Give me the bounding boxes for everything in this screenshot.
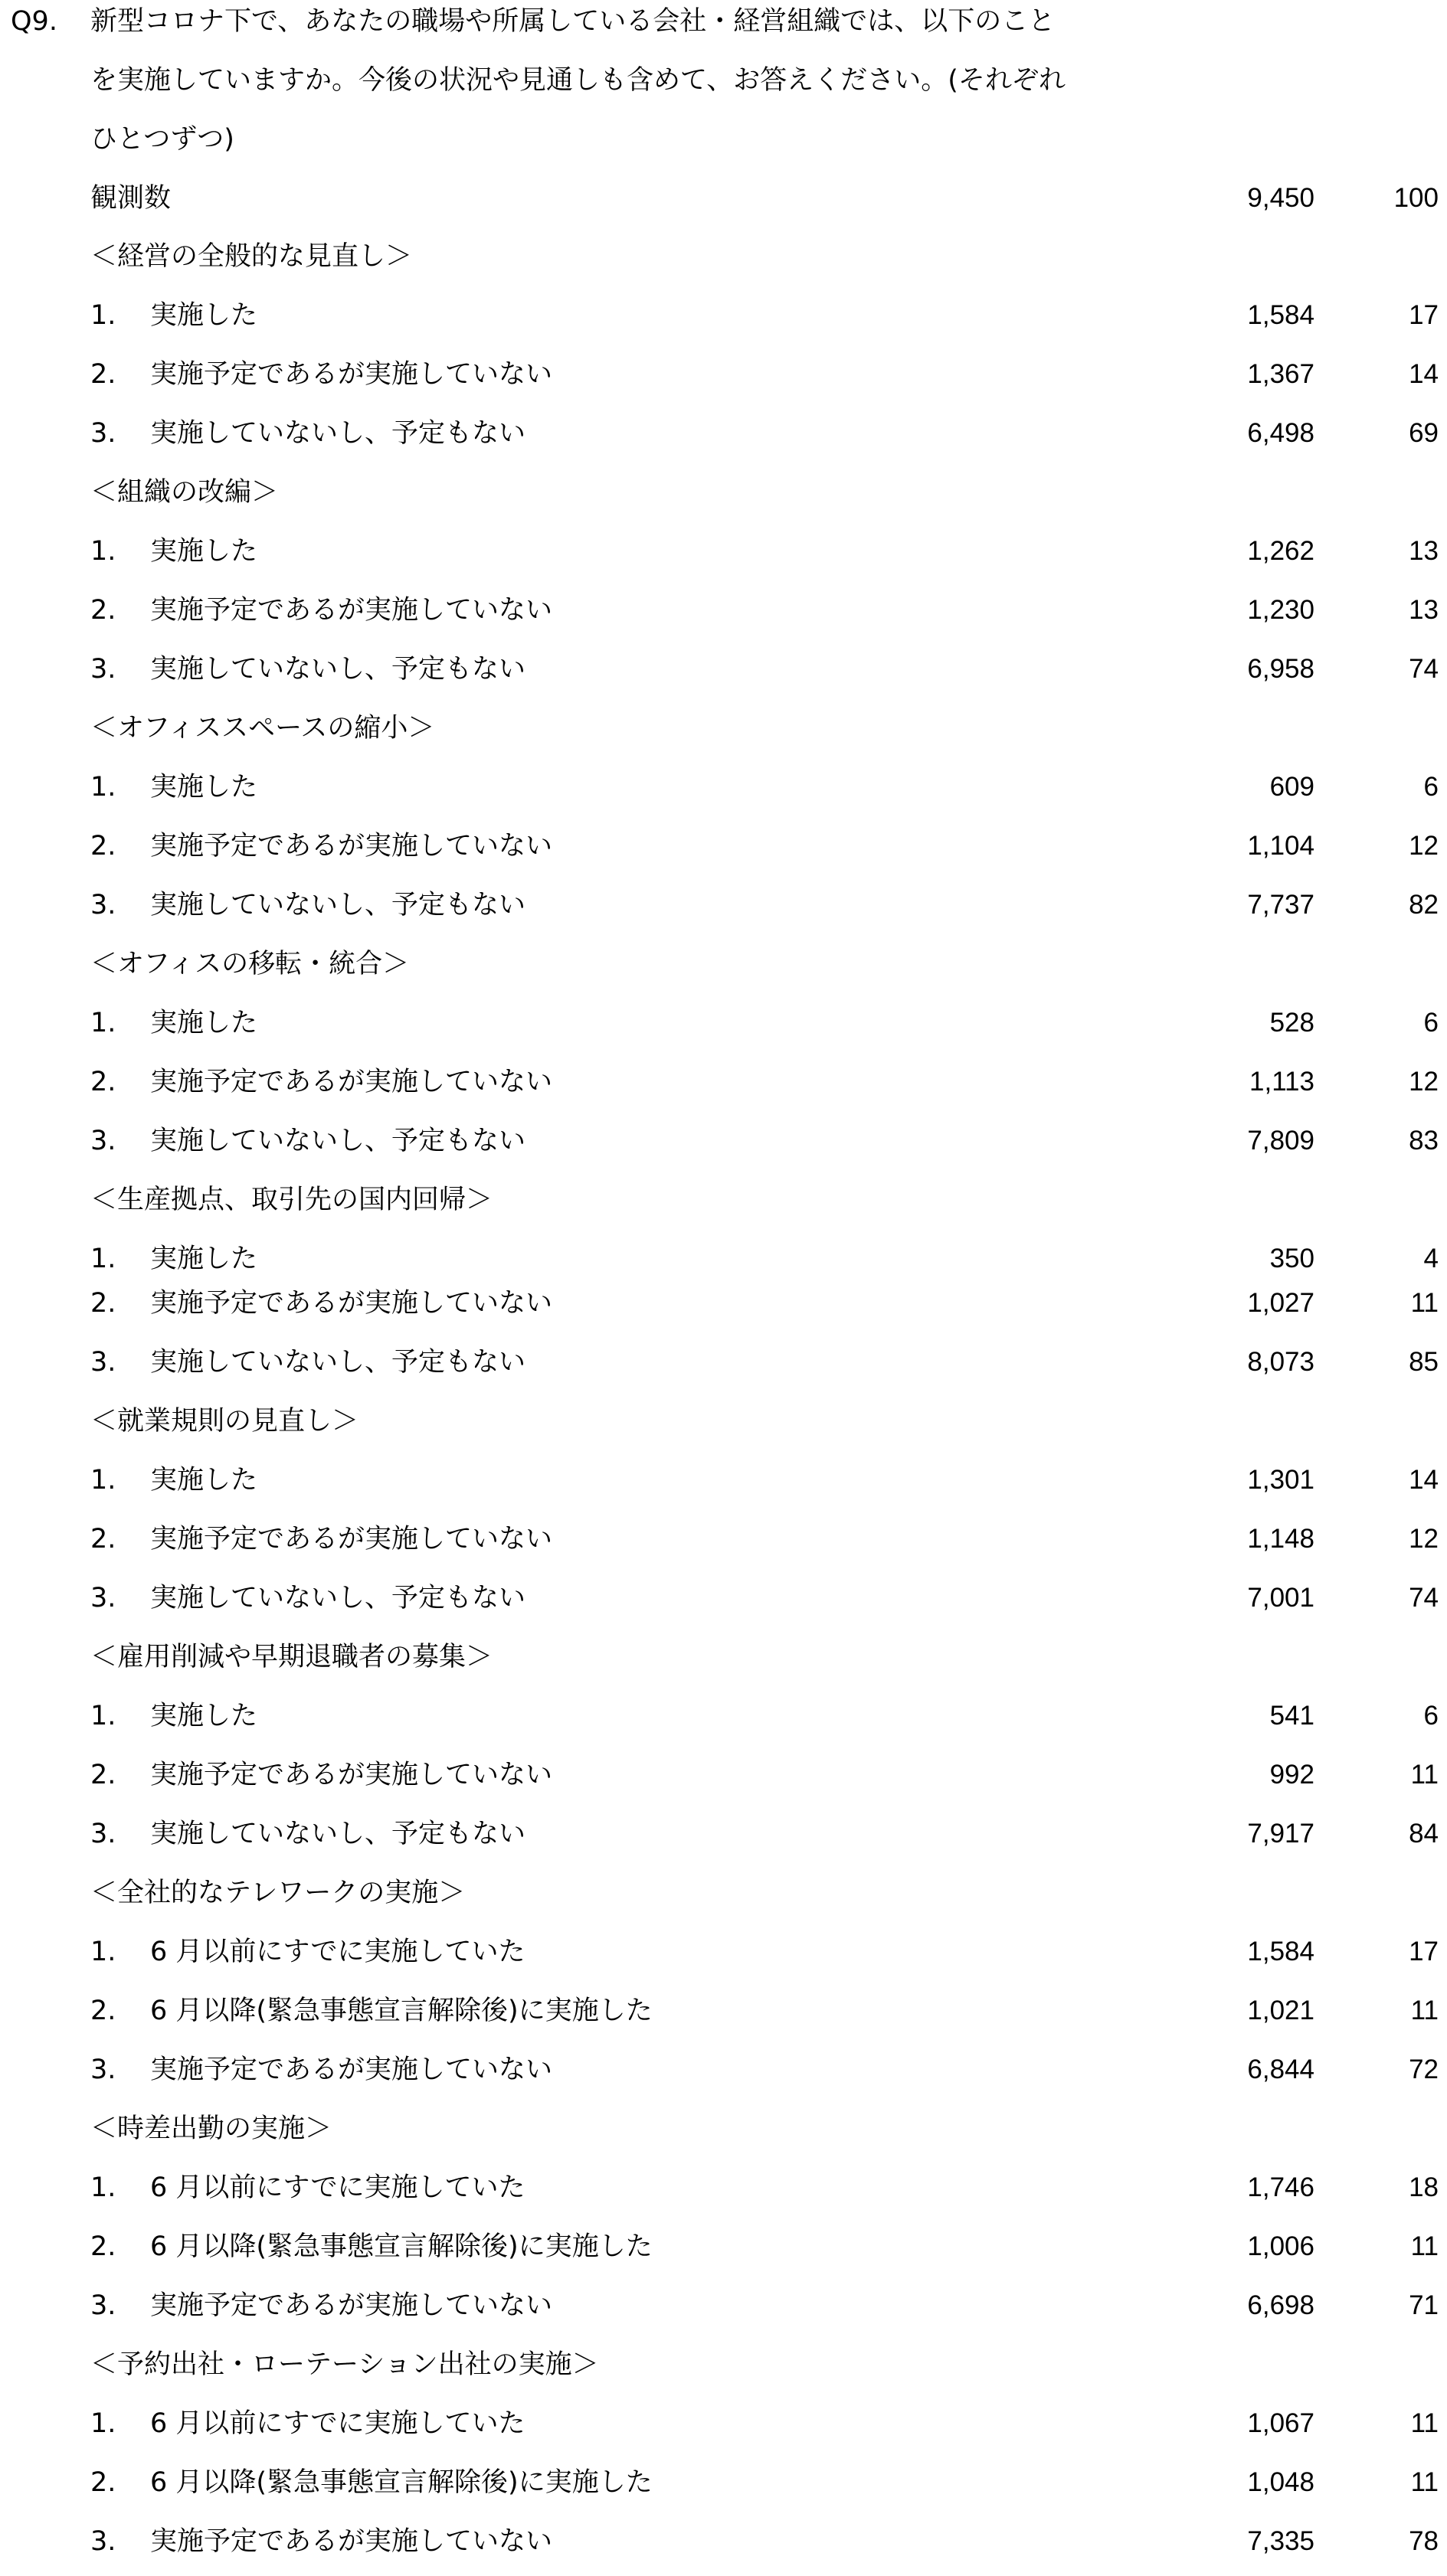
option-count: 7,809 xyxy=(1247,1126,1314,1156)
option-row xyxy=(0,2287,1447,2324)
option-number: 1. xyxy=(90,536,116,567)
option-number: 1. xyxy=(90,1465,116,1496)
option-row xyxy=(0,1462,1447,1499)
section-title-text: ＜組織の改編＞ xyxy=(90,477,279,508)
option-pct: 13 xyxy=(1409,536,1439,566)
option-label: 実施予定であるが実施していない xyxy=(150,1524,553,1554)
option-pct: 11 xyxy=(1410,1760,1439,1790)
option-row xyxy=(0,2523,1447,2560)
option-label: 6 月以降(緊急事態宣言解除後)に実施した xyxy=(150,2467,653,2498)
option-row xyxy=(0,592,1447,629)
option-row xyxy=(0,1005,1447,1041)
option-count: 541 xyxy=(1269,1701,1314,1731)
option-pct: 14 xyxy=(1409,1465,1439,1495)
option-count: 1,262 xyxy=(1247,536,1314,566)
section-title-text: ＜生産拠点、取引先の国内回帰＞ xyxy=(90,1185,493,1215)
option-count: 6,958 xyxy=(1247,654,1314,684)
option-row xyxy=(0,2405,1447,2442)
option-row xyxy=(0,1064,1447,1100)
option-count: 1,301 xyxy=(1247,1465,1314,1495)
option-number: 3. xyxy=(90,2290,116,2321)
option-count: 1,230 xyxy=(1247,595,1314,625)
option-count: 1,367 xyxy=(1247,359,1314,389)
option-label: 6 月以前にすでに実施していた xyxy=(150,1937,525,1967)
total-label: 観測数 xyxy=(90,183,172,214)
option-pct: 18 xyxy=(1409,2172,1439,2202)
section-title-text: ＜時差出勤の実施＞ xyxy=(90,2113,332,2144)
option-row xyxy=(0,1757,1447,1793)
option-pct: 82 xyxy=(1409,890,1439,920)
option-pct: 6 xyxy=(1423,772,1439,802)
option-label: 実施した xyxy=(150,300,258,331)
option-row xyxy=(0,2169,1447,2206)
option-number: 1. xyxy=(90,772,116,803)
option-row xyxy=(0,2464,1447,2501)
option-number: 3. xyxy=(90,1347,116,1378)
question-text-line-3: ひとつずつ) xyxy=(90,124,234,155)
option-row xyxy=(0,828,1447,865)
option-number: 3. xyxy=(90,2526,116,2557)
option-number: 2. xyxy=(90,1760,116,1790)
option-number: 1. xyxy=(90,1937,116,1967)
option-row xyxy=(0,2228,1447,2265)
option-count: 6,844 xyxy=(1247,2055,1314,2084)
option-label: 実施していないし、予定もない xyxy=(150,1583,526,1613)
option-pct: 17 xyxy=(1409,1937,1439,1966)
option-label: 実施予定であるが実施していない xyxy=(150,2290,553,2321)
option-count: 350 xyxy=(1269,1244,1314,1273)
option-number: 3. xyxy=(90,1126,116,1156)
option-row xyxy=(0,533,1447,570)
option-row xyxy=(0,769,1447,806)
option-label: 実施予定であるが実施していない xyxy=(150,2055,553,2085)
option-count: 7,335 xyxy=(1247,2526,1314,2556)
option-count: 1,048 xyxy=(1247,2467,1314,2497)
option-pct: 85 xyxy=(1409,1347,1439,1377)
section-title-text: ＜経営の全般的な見直し＞ xyxy=(90,241,413,272)
option-count: 6,698 xyxy=(1247,2290,1314,2320)
section-title xyxy=(0,2346,1447,2383)
option-row xyxy=(0,887,1447,924)
section-title xyxy=(0,474,1447,511)
option-label: 実施していないし、予定もない xyxy=(150,418,526,449)
option-row xyxy=(0,651,1447,688)
option-row xyxy=(0,1344,1447,1381)
option-number: 2. xyxy=(90,831,116,861)
option-label: 実施していないし、予定もない xyxy=(150,654,526,685)
option-count: 7,917 xyxy=(1247,1819,1314,1849)
option-label: 実施した xyxy=(150,1244,258,1274)
option-number: 1. xyxy=(90,300,116,331)
option-label: 6 月以降(緊急事態宣言解除後)に実施した xyxy=(150,2231,653,2262)
option-number: 1. xyxy=(90,1244,116,1274)
option-pct: 11 xyxy=(1410,2408,1439,2438)
option-count: 1,113 xyxy=(1249,1067,1314,1097)
option-number: 3. xyxy=(90,1583,116,1613)
option-count: 7,737 xyxy=(1247,890,1314,920)
section-title xyxy=(0,1639,1447,1675)
option-label: 実施していないし、予定もない xyxy=(150,1347,526,1378)
option-label: 実施予定であるが実施していない xyxy=(150,1067,553,1097)
option-label: 実施した xyxy=(150,1008,258,1038)
option-row xyxy=(0,297,1447,334)
option-count: 1,027 xyxy=(1247,1288,1314,1318)
option-pct: 13 xyxy=(1409,595,1439,625)
option-label: 6 月以降(緊急事態宣言解除後)に実施した xyxy=(150,1996,653,2026)
option-count: 528 xyxy=(1269,1008,1314,1038)
option-label: 実施予定であるが実施していない xyxy=(150,2526,553,2557)
option-number: 3. xyxy=(90,654,116,685)
section-title-text: ＜雇用削減や早期退職者の募集＞ xyxy=(90,1642,493,1672)
option-number: 3. xyxy=(90,1819,116,1849)
section-title xyxy=(0,710,1447,747)
option-pct: 4 xyxy=(1423,1244,1439,1273)
option-pct: 12 xyxy=(1409,1067,1439,1097)
option-label: 実施した xyxy=(150,1701,258,1731)
option-pct: 12 xyxy=(1409,831,1439,861)
option-number: 3. xyxy=(90,890,116,920)
option-count: 6,498 xyxy=(1247,418,1314,448)
option-pct: 74 xyxy=(1409,654,1439,684)
option-row xyxy=(0,356,1447,393)
option-pct: 6 xyxy=(1423,1701,1439,1731)
option-pct: 71 xyxy=(1409,2290,1439,2320)
section-title xyxy=(0,2110,1447,2147)
option-row xyxy=(0,1934,1447,1970)
option-number: 2. xyxy=(90,1996,116,2026)
option-count: 1,006 xyxy=(1247,2231,1314,2261)
option-label: 実施していないし、予定もない xyxy=(150,890,526,920)
option-label: 実施予定であるが実施していない xyxy=(150,1760,553,1790)
section-title-text: ＜オフィスの移転・統合＞ xyxy=(90,949,410,979)
option-number: 1. xyxy=(90,1008,116,1038)
section-title-text: ＜全社的なテレワークの実施＞ xyxy=(90,1878,466,1908)
option-count: 1,067 xyxy=(1247,2408,1314,2438)
question-line-3 xyxy=(0,121,1447,158)
option-number: 2. xyxy=(90,2467,116,2498)
option-count: 7,001 xyxy=(1247,1583,1314,1613)
option-label: 実施していないし、予定もない xyxy=(150,1126,526,1156)
option-pct: 17 xyxy=(1409,300,1439,330)
option-row xyxy=(0,1123,1447,1159)
option-row xyxy=(0,1521,1447,1558)
option-pct: 69 xyxy=(1409,418,1439,448)
option-label: 実施した xyxy=(150,772,258,803)
question-number: Q9. xyxy=(11,6,57,37)
option-count: 1,584 xyxy=(1247,300,1314,330)
option-pct: 83 xyxy=(1409,1126,1439,1156)
section-title-text: ＜オフィススペースの縮小＞ xyxy=(90,713,435,744)
option-count: 1,104 xyxy=(1247,831,1314,861)
option-pct: 6 xyxy=(1423,1008,1439,1038)
total-pct: 100 xyxy=(1393,183,1439,213)
option-pct: 11 xyxy=(1410,1996,1439,2025)
option-pct: 14 xyxy=(1409,359,1439,389)
option-number: 2. xyxy=(90,2231,116,2262)
option-pct: 11 xyxy=(1410,1288,1439,1318)
option-count: 1,584 xyxy=(1247,1937,1314,1966)
option-number: 2. xyxy=(90,1288,116,1319)
option-count: 609 xyxy=(1269,772,1314,802)
option-number: 1. xyxy=(90,1701,116,1731)
option-count: 8,073 xyxy=(1247,1347,1314,1377)
option-number: 1. xyxy=(90,2408,116,2439)
question-text-line-1: 新型コロナ下で、あなたの職場や所属している会社・経営組織では、以下のこと xyxy=(90,6,1056,37)
option-pct: 78 xyxy=(1409,2526,1439,2556)
total-row xyxy=(0,180,1447,217)
option-number: 2. xyxy=(90,1067,116,1097)
option-number: 2. xyxy=(90,595,116,626)
option-pct: 74 xyxy=(1409,1583,1439,1613)
option-pct: 11 xyxy=(1410,2467,1439,2497)
option-pct: 84 xyxy=(1409,1819,1439,1849)
option-label: 6 月以前にすでに実施していた xyxy=(150,2172,525,2203)
option-count: 1,148 xyxy=(1247,1524,1314,1554)
option-row xyxy=(0,415,1447,452)
option-label: 実施予定であるが実施していない xyxy=(150,831,553,861)
option-count: 1,746 xyxy=(1247,2172,1314,2202)
section-title-text: ＜就業規則の見直し＞ xyxy=(90,1406,359,1437)
question-text-line-2: を実施していますか。今後の状況や見通しも含めて、お答えください。(それぞれ xyxy=(90,65,1066,96)
option-number: 3. xyxy=(90,2055,116,2085)
option-count: 992 xyxy=(1269,1760,1314,1790)
option-number: 2. xyxy=(90,359,116,390)
section-title xyxy=(0,1182,1447,1218)
section-title xyxy=(0,946,1447,982)
option-row xyxy=(0,1241,1447,1277)
option-count: 1,021 xyxy=(1247,1996,1314,2025)
option-number: 3. xyxy=(90,418,116,449)
option-row xyxy=(0,1285,1447,1322)
option-number: 1. xyxy=(90,2172,116,2203)
option-row xyxy=(0,1816,1447,1852)
section-title xyxy=(0,1875,1447,1911)
section-title xyxy=(0,238,1447,275)
option-label: 6 月以前にすでに実施していた xyxy=(150,2408,525,2439)
option-label: 実施した xyxy=(150,1465,258,1496)
option-label: 実施した xyxy=(150,536,258,567)
option-row xyxy=(0,1992,1447,2029)
total-count: 9,450 xyxy=(1247,183,1314,213)
option-label: 実施予定であるが実施していない xyxy=(150,595,553,626)
section-title-text: ＜予約出社・ローテーション出社の実施＞ xyxy=(90,2349,599,2380)
option-label: 実施していないし、予定もない xyxy=(150,1819,526,1849)
question-line-1 xyxy=(0,3,1447,40)
option-row xyxy=(0,1580,1447,1617)
option-row xyxy=(0,2051,1447,2088)
option-label: 実施予定であるが実施していない xyxy=(150,1288,553,1319)
option-pct: 12 xyxy=(1409,1524,1439,1554)
option-number: 2. xyxy=(90,1524,116,1554)
option-label: 実施予定であるが実施していない xyxy=(150,359,553,390)
question-line-2 xyxy=(0,62,1447,99)
section-title xyxy=(0,1403,1447,1440)
option-pct: 72 xyxy=(1409,2055,1439,2084)
option-row xyxy=(0,1698,1447,1734)
option-pct: 11 xyxy=(1410,2231,1439,2261)
